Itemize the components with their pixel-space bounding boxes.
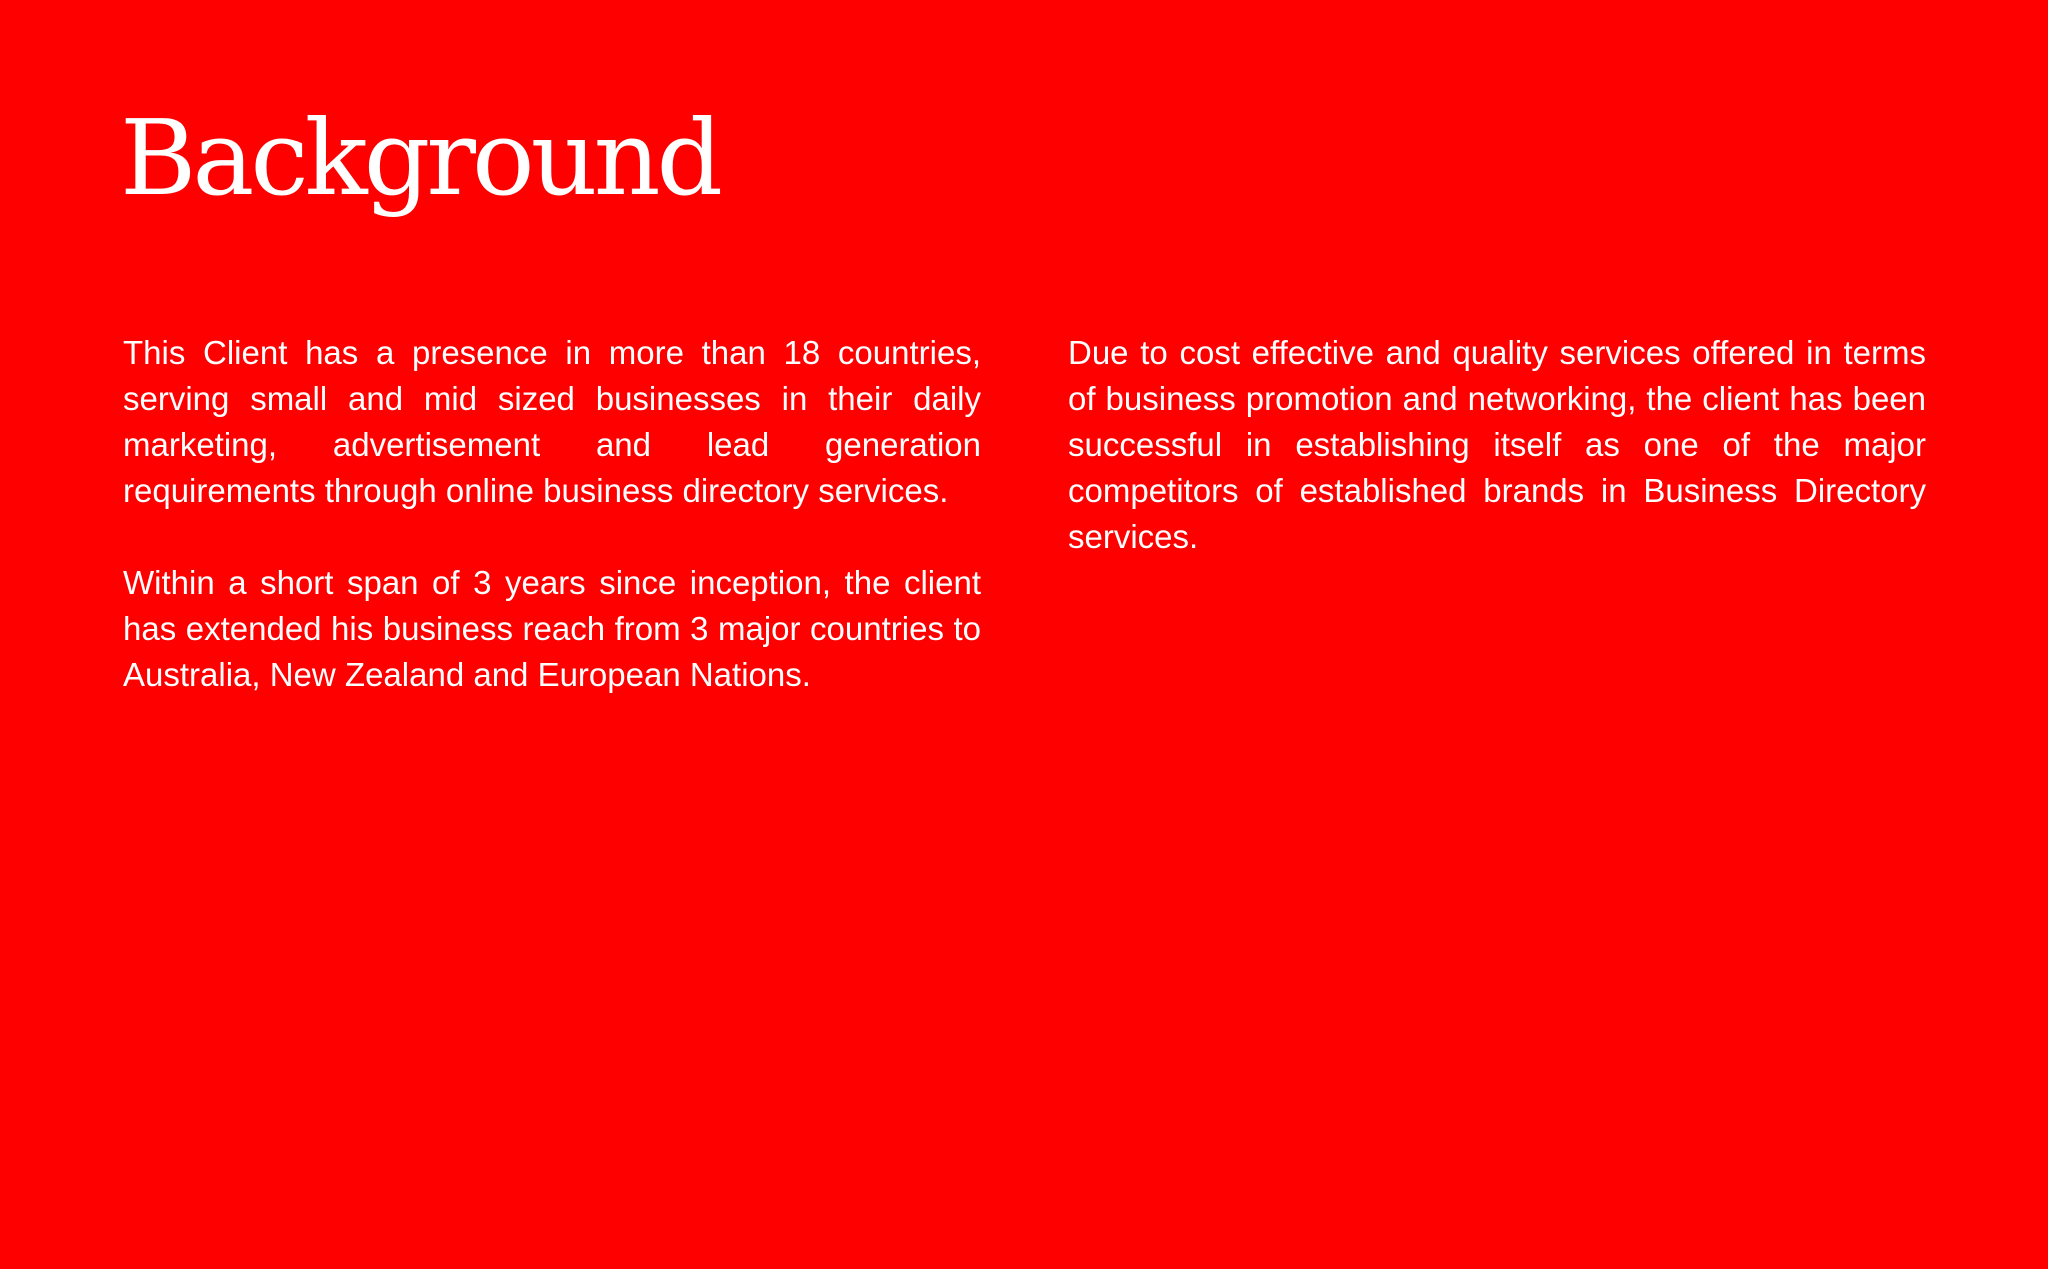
paragraph-presence: This Client has a presence in more than 18 countries, serving small and mid sized businesses in their daily marketing, advertisement and lead generation requirements through online business directory services. bbox=[123, 334, 981, 509]
left-column bbox=[123, 330, 981, 744]
slide-title: Background bbox=[120, 97, 720, 219]
right-column bbox=[1068, 330, 1926, 606]
paragraph-competitiveness: Due to cost effective and quality services offered in terms of business promotion and networking, the client has been successful in establishing itself as one of the major competitors of established brands in Business Directory services. bbox=[1068, 334, 1926, 555]
paragraph-expansion: Within a short span of 3 years since inception, the client has extended his business reach from 3 major countries to Australia, New Zealand and European Nations. bbox=[123, 564, 981, 693]
